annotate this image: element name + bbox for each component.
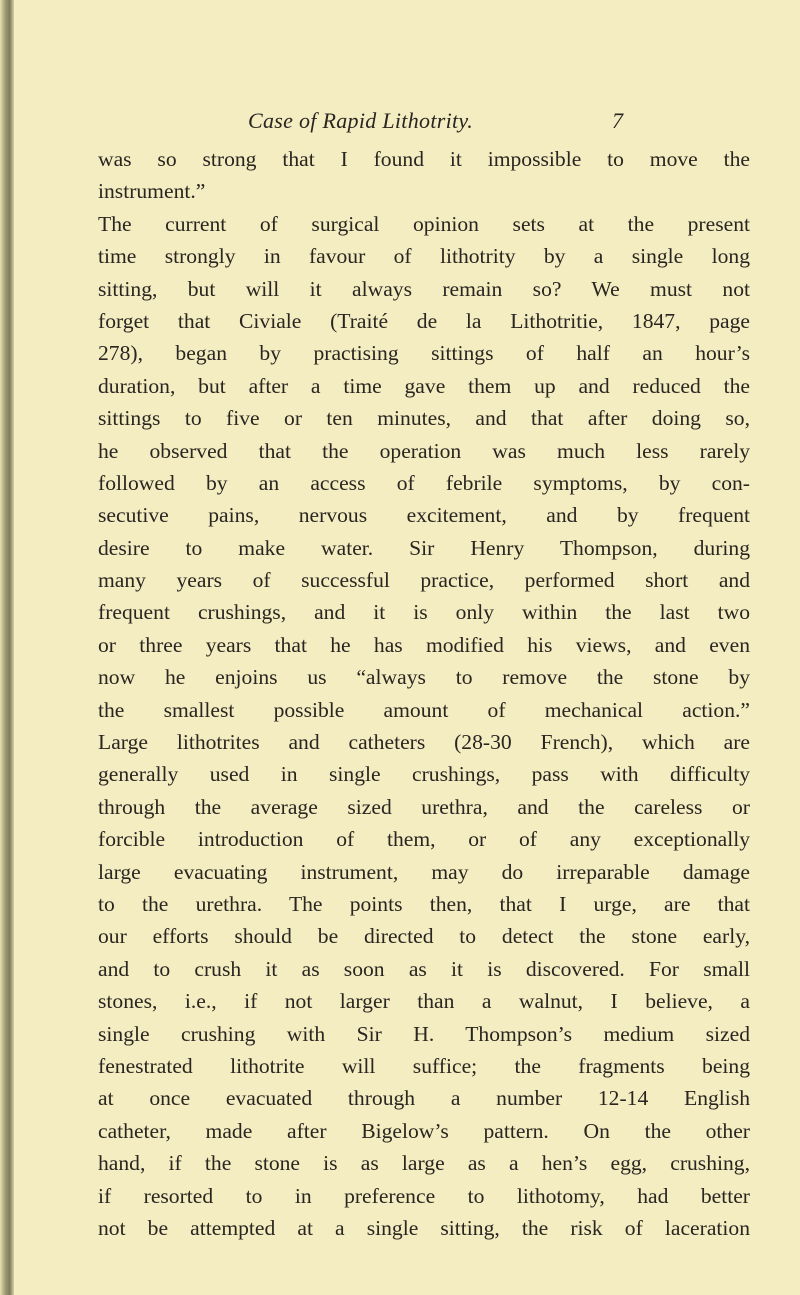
text-line: stones, i.e., if not larger than a walnut, I believe, a bbox=[98, 989, 750, 1014]
text-line: or three years that he has modified his views, and even bbox=[98, 632, 750, 657]
text-line: instrument.” bbox=[98, 179, 206, 204]
body-text bbox=[98, 143, 750, 1244]
text-line: our efforts should be directed to detect the stone early, bbox=[98, 924, 750, 949]
running-title: Case of Rapid Lithotrity. bbox=[248, 108, 474, 133]
page-number: 7 bbox=[612, 108, 623, 133]
page-header bbox=[0, 108, 800, 142]
text-line: time strongly in favour of lithotrity by a single long bbox=[98, 244, 750, 269]
text-line: was so strong that I found it impossible to move the bbox=[98, 147, 750, 171]
text-line: The current of surgical opinion sets at the present bbox=[98, 211, 750, 236]
text-line: and to crush it as soon as it is discovered. For small bbox=[98, 956, 750, 981]
text-line: followed by an access of febrile symptoms, by con- bbox=[98, 470, 750, 495]
text-line: through the average sized urethra, and the careless or bbox=[98, 794, 750, 819]
text-line: duration, but after a time gave them up and reduced the bbox=[98, 373, 750, 398]
text-line: sitting, but will it always remain so? We must not bbox=[98, 276, 750, 301]
text-line: now he enjoins us “always to remove the stone by bbox=[98, 665, 750, 690]
text-line: generally used in single crushings, pass with difficulty bbox=[98, 762, 750, 787]
text-line: not be attempted at a single sitting, the risk of laceration bbox=[98, 1215, 750, 1240]
text-line: frequent crushings, and it is only within the last two bbox=[98, 600, 750, 625]
text-line: if resorted to in preference to lithotomy, had better bbox=[98, 1183, 750, 1208]
text-line: hand, if the stone is as large as a hen’s egg, crushing, bbox=[98, 1151, 750, 1176]
text-line: at once evacuated through a number 12-14 English bbox=[98, 1086, 750, 1111]
text-line: the smallest possible amount of mechanical action.” bbox=[98, 697, 750, 722]
text-line: secutive pains, nervous excitement, and by frequent bbox=[98, 503, 750, 528]
text-line: many years of successful practice, performed short and bbox=[98, 568, 750, 593]
text-line: forcible introduction of them, or of any exceptionally bbox=[98, 827, 750, 852]
text-line: large evacuating instrument, may do irreparable damage bbox=[98, 859, 750, 884]
text-line: desire to make water. Sir Henry Thompson, during bbox=[98, 535, 750, 560]
text-line: he observed that the operation was much less rarely bbox=[98, 438, 750, 463]
text-line: forget that Civiale (Traité de la Lithotritie, 1847, page bbox=[98, 308, 750, 333]
text-line: 278), began by practising sittings of half an hour’s bbox=[98, 341, 750, 366]
text-line: to the urethra. The points then, that I urge, are that bbox=[98, 891, 750, 916]
text-line: sittings to five or ten minutes, and that after doing so, bbox=[98, 406, 750, 431]
text-line: fenestrated lithotrite will suffice; the fragments being bbox=[98, 1053, 750, 1078]
book-binding-edge bbox=[0, 0, 14, 1295]
text-line: catheter, made after Bigelow’s pattern. On the other bbox=[98, 1118, 750, 1143]
text-line: Large lithotrites and catheters (28-30 French), which are bbox=[98, 730, 750, 755]
text-line: single crushing with Sir H. Thompson’s medium sized bbox=[98, 1021, 750, 1046]
